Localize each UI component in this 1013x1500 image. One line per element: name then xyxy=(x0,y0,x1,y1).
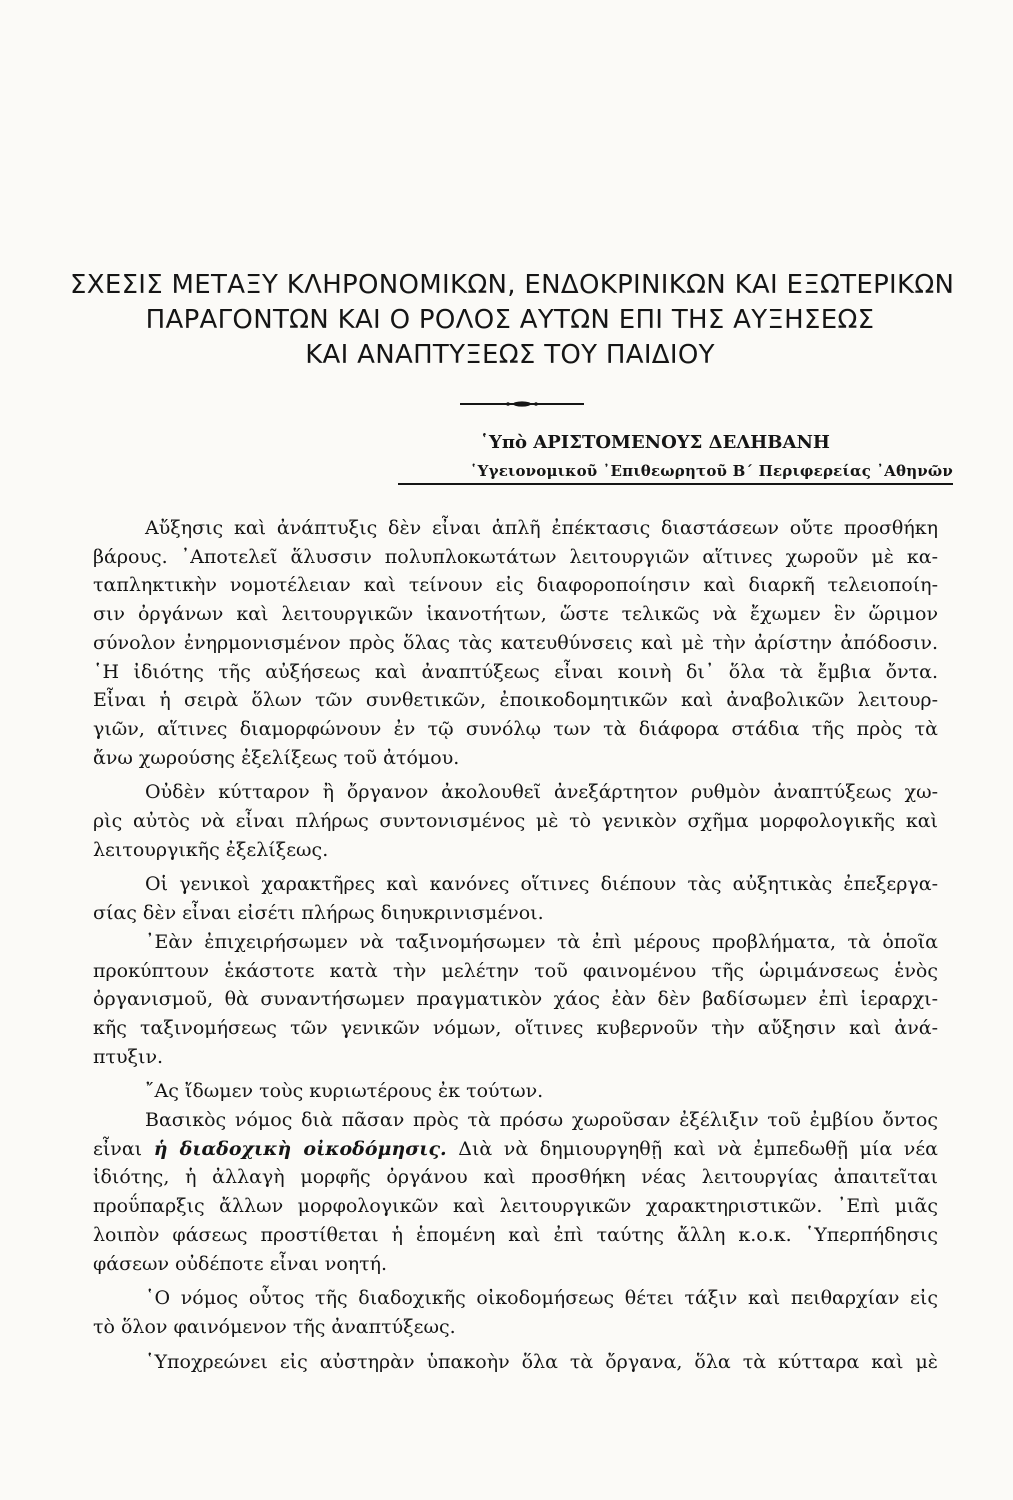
text-line: ῾Ο νόμος οὗτος τῆς διαδοχικῆς οἰκοδομήσεως θέτει τάξιν καὶ πειθαρχίαν εἰς xyxy=(145,1287,938,1310)
text-line: σίας δὲν εἶναι εἰσέτι πλήρως διηυκρινισμένοι. xyxy=(93,902,544,925)
text-line: φάσεων οὐδέποτε εἶναι νοητή. xyxy=(93,1252,388,1275)
emphasis-law-name: ἡ διαδοχικὴ οἰκοδόμησις. xyxy=(153,1137,447,1160)
paragraph-5 xyxy=(93,1077,938,1106)
article-body xyxy=(93,514,938,1376)
text-line: ἰδιότης, ἡ ἀλλαγὴ μορφῆς ὀργάνου καὶ προσθήκη νέας λειτουργίας ἀπαιτεῖται xyxy=(93,1166,938,1189)
title-line-3: ΚΑΙ ΑΝΑΠΤΥΞΕΩΣ ΤΟΥ ΠΑΙΔΙΟΥ xyxy=(305,340,715,370)
text-segment: εἶναι xyxy=(93,1137,154,1160)
text-line: γιῶν, αἵτινες διαμορφώνουν ἐν τῷ συνόλῳ των τὰ διάφορα στάδια τῆς πρὸς τὰ xyxy=(93,717,938,740)
text-line: ἄνω χωρούσης ἐξελίξεως τοῦ ἀτόμου. xyxy=(93,746,460,769)
title-ornament-rule xyxy=(460,400,584,408)
text-line: ὀργανισμοῦ, θὰ συναντήσωμεν πραγματικὸν χάος ἐὰν δὲν βαδίσωμεν ἐπὶ ἱεραρχι- xyxy=(93,988,938,1011)
author-affiliation: ῾Υγειονομικοῦ ᾿Επιθεωρητοῦ Β΄ Περιφερείας ᾿Αθηνῶν xyxy=(398,462,953,485)
text-line: Βασικὸς νόμος διὰ πᾶσαν πρὸς τὰ πρόσω χωροῦσαν ἐξέλιξιν τοῦ ἐμβίου ὄντος xyxy=(145,1109,938,1132)
text-line: προΰπαρξις ἄλλων μορφολογικῶν καὶ λειτουργικῶν χαρακτηριστικῶν. ᾿Επὶ μιᾶς xyxy=(93,1195,938,1218)
text-line: ῾Η ἰδιότης τῆς αὐξήσεως καὶ ἀναπτύξεως εἶναι κοινὴ δι᾿ ὅλα τὰ ἔμβια ὄντα. xyxy=(93,660,938,683)
text-line: ῾Υποχρεώνει εἰς αὐστηρὰν ὑπακοὴν ὅλα τὰ ὄργανα, ὅλα τὰ κύτταρα καὶ μὲ xyxy=(145,1350,938,1373)
text-line: κῆς ταξινομήσεως τῶν γενικῶν νόμων, οἵτινες κυβερνοῦν τὴν αὔξησιν καὶ ἀνά- xyxy=(93,1016,938,1039)
paragraph-8 xyxy=(93,1348,938,1377)
paragraph-4 xyxy=(93,928,938,1072)
text-line: ῎Ας ἴδωμεν τοὺς κυριωτέρους ἐκ τούτων. xyxy=(145,1080,544,1103)
text-line: Εἶναι ἡ σειρὰ ὅλων τῶν συνθετικῶν, ἐποικοδομητικῶν καὶ ἀναβολικῶν λειτουρ- xyxy=(93,689,938,712)
text-line: σιν ὀργάνων καὶ λειτουργικῶν ἱκανοτήτων, ὥστε τελικῶς νὰ ἔχωμεν ἓν ὥριμον xyxy=(93,603,938,626)
text-line: σύνολον ἐνηρμονισμένον πρὸς ὅλας τὰς κατευθύνσεις καὶ μὲ τὴν ἀρίστην ἀπόδοσιν. xyxy=(93,631,938,654)
article-title xyxy=(70,268,955,373)
text-line: ρὶς αὐτὸς νὰ εἶναι πλήρως συντονισμένος μὲ τὸ γενικὸν σχῆμα μορφολογικῆς καὶ xyxy=(93,810,938,833)
text-line: βάρους. ᾿Αποτελεῖ ἅλυσσιν πολυπλοκωτάτων λειτουργιῶν αἵτινες χωροῦν μὲ κα- xyxy=(93,545,938,568)
author-byline: ῾Υπὸ ΑΡΙΣΤΟΜΕΝΟΥΣ ΔΕΛΗΒΑΝΗ xyxy=(480,432,830,453)
text-line xyxy=(93,1135,938,1164)
text-line: πτυξιν. xyxy=(93,1045,164,1068)
text-line: λοιπὸν φάσεως προστίθεται ἡ ἑπομένη καὶ ἐπὶ ταύτης ἄλλη κ.ο.κ. ῾Υπερπήδησις xyxy=(93,1223,938,1246)
text-line: Οἱ γενικοὶ χαρακτῆρες καὶ κανόνες οἵτινες διέπουν τὰς αὐξητικὰς ἐπεξεργα- xyxy=(145,873,938,896)
text-line: ᾿Εὰν ἐπιχειρήσωμεν νὰ ταξινομήσωμεν τὰ ἐπὶ μέρους προβλήματα, τὰ ὁποῖα xyxy=(145,930,938,953)
paragraph-1 xyxy=(93,514,938,772)
text-line: Αὔξησις καὶ ἀνάπτυξις δὲν εἶναι ἁπλῆ ἐπέκτασις διαστάσεων οὔτε προσθήκη xyxy=(145,517,938,539)
paragraph-3 xyxy=(93,870,938,927)
text-line: τὸ ὅλον φαινόμενον τῆς ἀναπτύξεως. xyxy=(93,1315,456,1338)
paragraph-6 xyxy=(93,1106,938,1278)
text-line: λειτουργικῆς ἐξελίξεως. xyxy=(93,838,329,861)
text-line: προκύπτουν ἑκάστοτε κατὰ τὴν μελέτην τοῦ φαινομένου τῆς ὡριμάνσεως ἑνὸς xyxy=(93,959,938,982)
text-line: Οὐδὲν κύτταρον ἢ ὄργανον ἀκολουθεῖ ἀνεξάρτητον ρυθμὸν ἀναπτύξεως χω- xyxy=(145,781,938,804)
text-line: ταπληκτικὴν νομοτέλειαν καὶ τείνουν εἰς διαφοροποίησιν καὶ διαρκῆ τελειοποίη- xyxy=(93,574,938,597)
paragraph-2 xyxy=(93,778,938,864)
paragraph-7 xyxy=(93,1284,938,1341)
text-segment: Διὰ νὰ δημιουργηθῇ καὶ νὰ ἐμπεδωθῇ μία νέα xyxy=(446,1137,938,1160)
title-line-2: ΠΑΡΑΓΟΝΤΩΝ ΚΑΙ Ο ΡΟΛΟΣ ΑΥΤΩΝ ΕΠΙ ΤΗΣ ΑΥΞΗΣΕΩΣ xyxy=(145,305,875,335)
title-line-1: ΣΧΕΣΙΣ ΜΕΤΑΞΥ ΚΛΗΡΟΝΟΜΙΚΩΝ, ΕΝΔΟΚΡΙΝΙΚΩΝ ΚΑΙ ΕΞΩΤΕΡΙΚΩΝ xyxy=(70,270,955,300)
